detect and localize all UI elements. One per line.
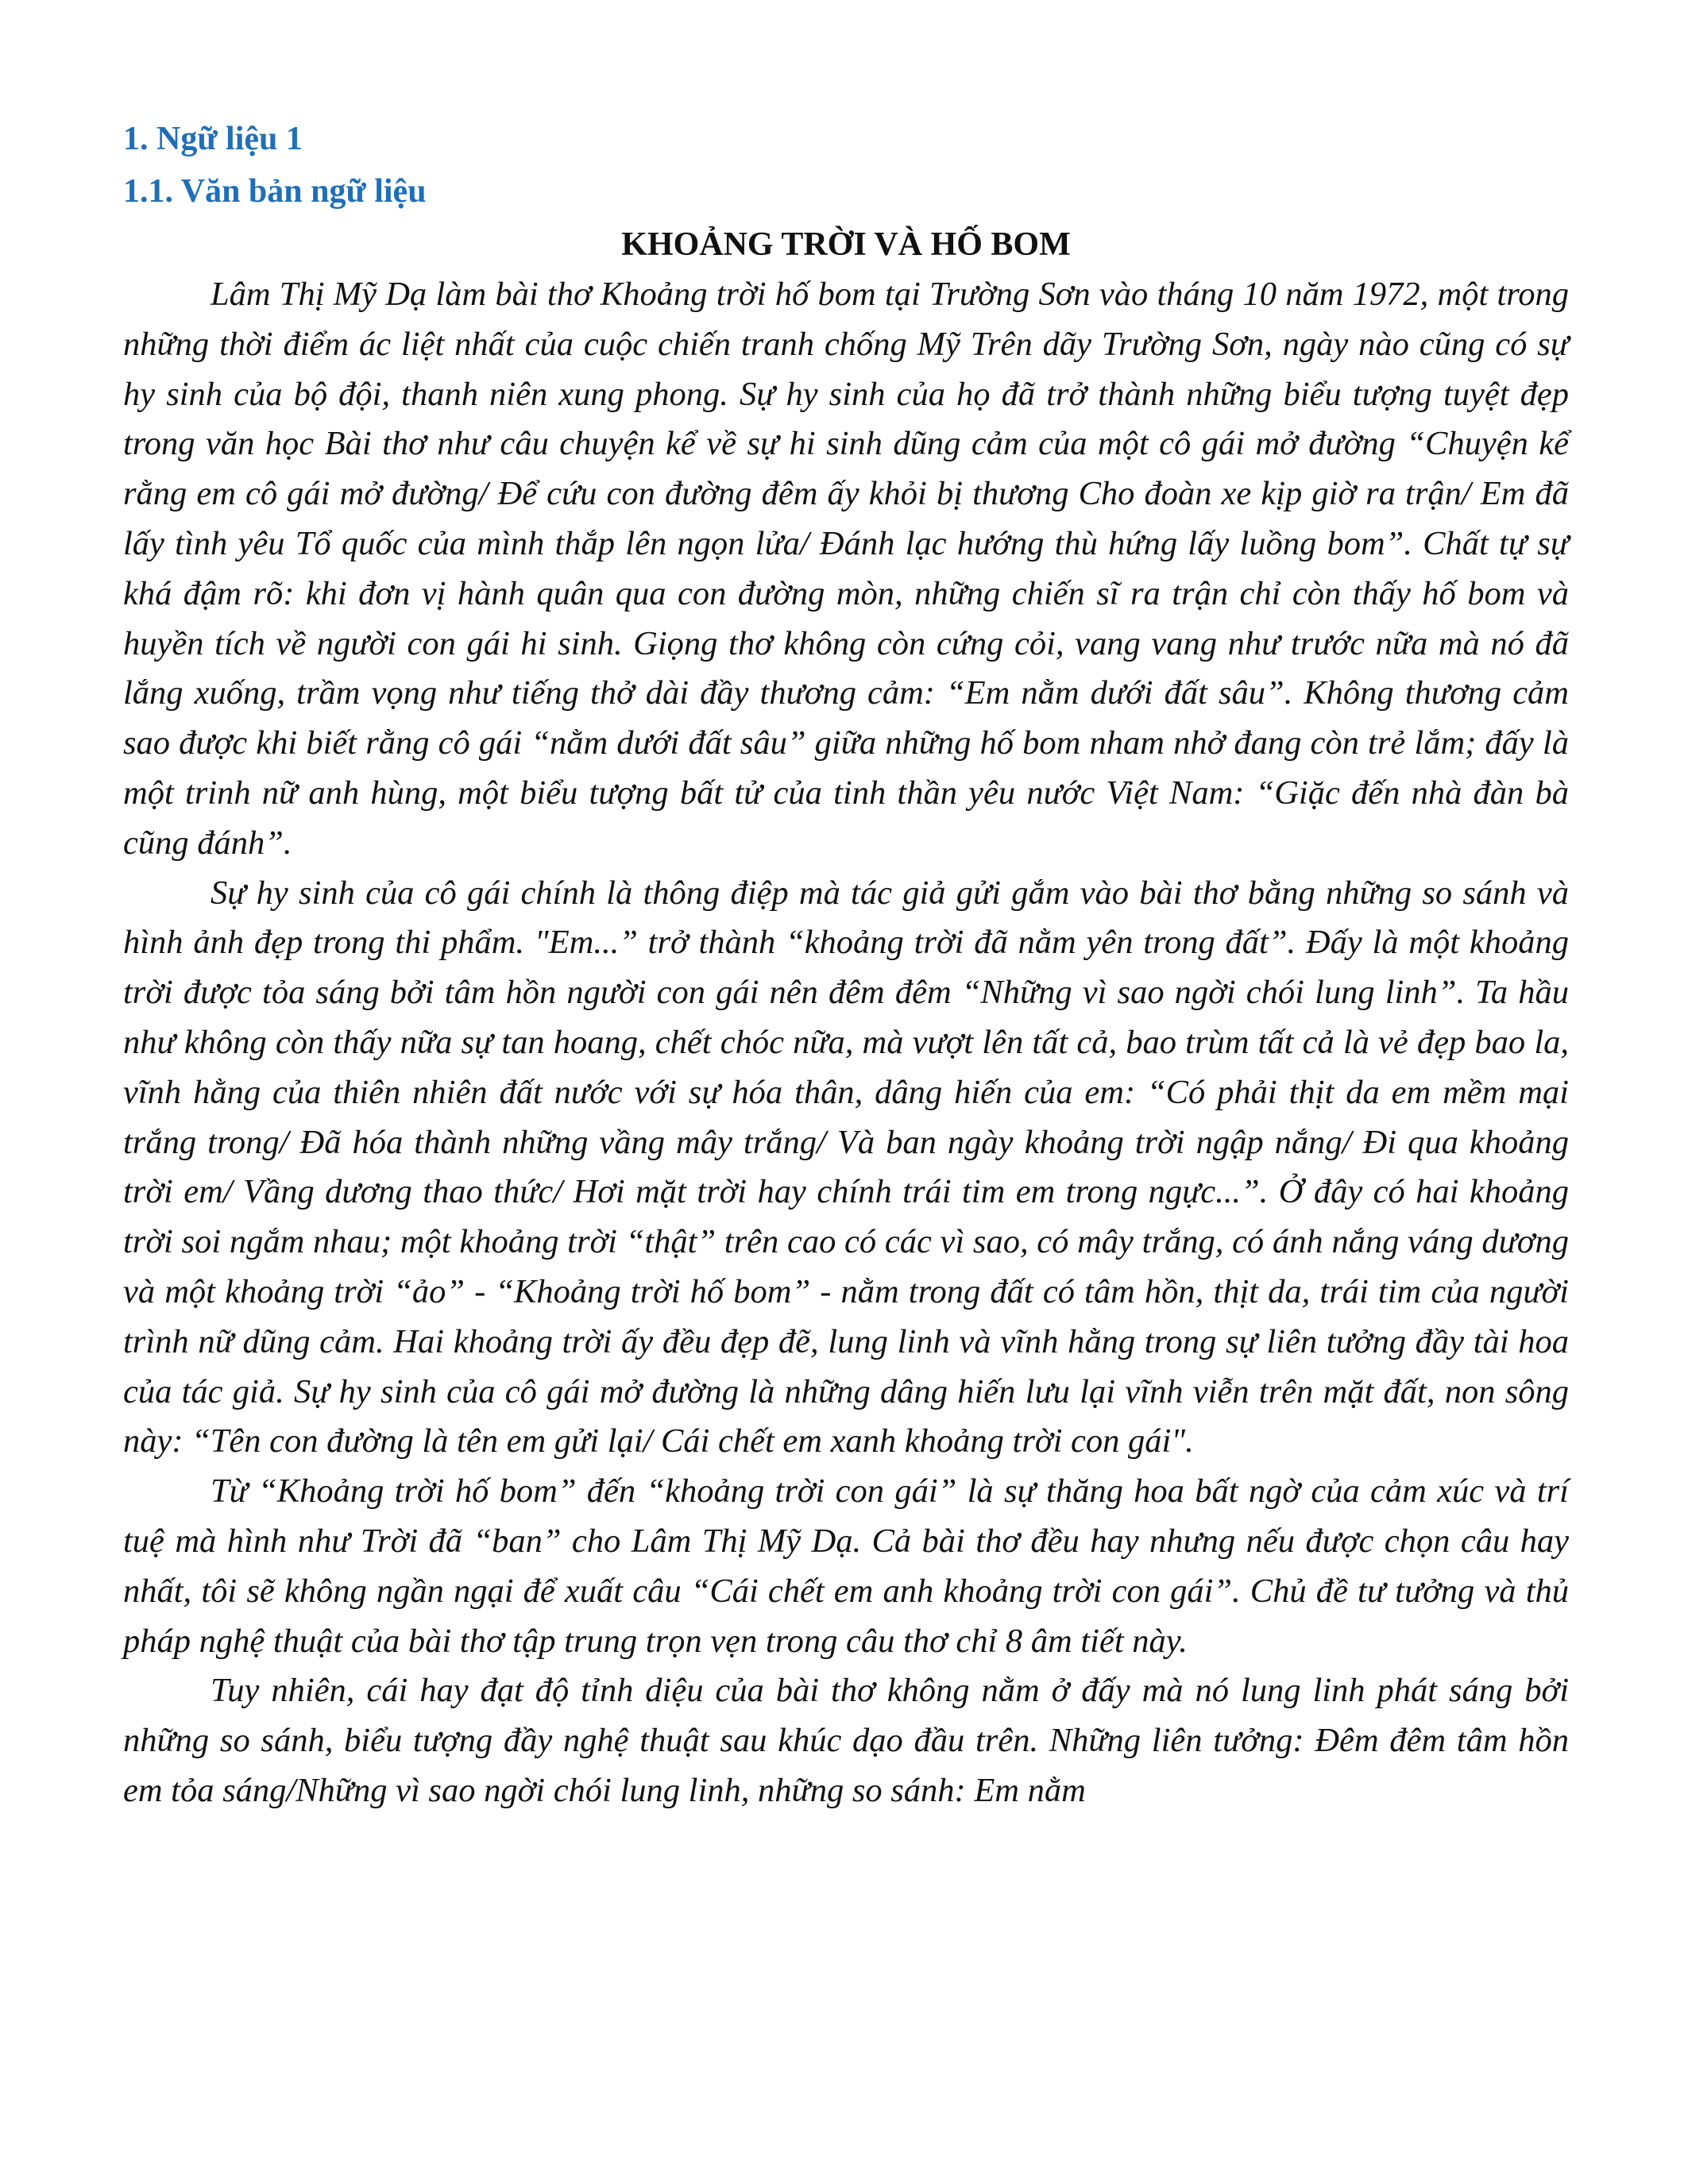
paragraph-2: Sự hy sinh của cô gái chính là thông điệp mà tác giả gửi gắm vào bài thơ bằng những so sánh và hình ảnh đẹp trong thi phẩm. "Em...” trở thành “khoảng trời đã nằm yên trong đất”. Đấy là một khoảng trời được tỏa sáng bởi tâm hồn người con gái nên đêm đêm “Những vì sao ngời chói lung linh”. Ta hầu như không còn thấy nữa sự tan hoang, chết chóc nữa, mà vượt lên tất cả, bao trùm tất cả là vẻ đẹp bao la, vĩnh hằng của thiên nhiên đất nước với sự hóa thân, dâng hiến của em: “Có phải thịt da em mềm mại trắng trong/ Đã hóa thành những vầng mây trắng/ Và ban ngày khoảng trời ngập nắng/ Đi qua khoảng trời em/ Vầng dương thao thức/ Hơi mặt trời hay chính trái tim em trong ngực...”. Ở đây có hai khoảng trời soi ngắm nhau; một khoảng trời “thật” trên cao có các vì sao, có mây trắng, có ánh nắng váng dương và một khoảng trời “ảo” - “Khoảng trời hố bom” - nằm trong đất có tâm hồn, thịt da, trái tim của người trình nữ dũng cảm. Hai khoảng trời ấy đều đẹp đẽ, lung linh và vĩnh hằng trong sự liên tưởng đầy tài hoa của tác giả. Sự hy sinh của cô gái mở đường là những dâng hiến lưu lại vĩnh viễn trên mặt đất, non sông này: “Tên con đường là tên em gửi lại/ Cái chết em xanh khoảng trời con gái". xyxy=(123,874,1569,1461)
document-content xyxy=(123,113,1569,1816)
paragraph-3: Từ “Khoảng trời hố bom” đến “khoảng trời con gái” là sự thăng hoa bất ngờ của cảm xúc và trí tuệ mà hình như Trời đã “ban” cho Lâm Thị Mỹ Dạ. Cả bài thơ đều hay nhưng nếu được chọn câu hay nhất, tôi sẽ không ngần ngại để xuất câu “Cái chết em anh khoảng trời con gái”. Chủ đề tư tưởng và thủ pháp nghệ thuật của bài thơ tập trung trọn vẹn trong câu thơ chỉ 8 âm tiết này. xyxy=(123,1472,1569,1660)
paragraph-4: Tuy nhiên, cái hay đạt độ tỉnh diệu của bài thơ không nằm ở đấy mà nó lung linh phát sáng bởi những so sánh, biểu tượng đầy nghệ thuật sau khúc dạo đầu trên. Những liên tưởng: Đêm đêm tâm hồn em tỏa sáng/Những vì sao ngời chói lung linh, những so sánh: Em nằm xyxy=(123,1672,1569,1809)
section-heading: 1. Ngữ liệu 1 xyxy=(123,121,303,157)
paragraph-1: Lâm Thị Mỹ Dạ làm bài thơ Khoảng trời hố bom tại Trường Sơn vào tháng 10 năm 1972, một trong những thời điểm ác liệt nhất của cuộc chiến tranh chống Mỹ Trên dãy Trường Sơn, ngày nào cũng có sự hy sinh của bộ đội, thanh niên xung phong. Sự hy sinh của họ đã trở thành những biểu tượng tuyệt đẹp trong văn học Bài thơ như câu chuyện kể về sự hi sinh dũng cảm của một cô gái mở đường “Chuyện kể rằng em cô gái mở đường/ Để cứu con đường đêm ấy khỏi bị thương Cho đoàn xe kịp giờ ra trận/ Em đã lấy tình yêu Tổ quốc của mình thắp lên ngọn lửa/ Đánh lạc hướng thù hứng lấy luồng bom”. Chất tự sự khá đậm rõ: khi đơn vị hành quân qua con đường mòn, những chiến sĩ ra trận chỉ còn thấy hố bom và huyền tích về người con gái hi sinh. Giọng thơ không còn cứng cỏi, vang vang như trước nữa mà nó đã lắng xuống, trầm vọng như tiếng thở dài đầy thương cảm: “Em nằm dưới đất sâu”. Không thương cảm sao được khi biết rằng cô gái “nằm dưới đất sâu” giữa những hố bom nham nhở đang còn trẻ lắm; đấy là một trinh nữ anh hùng, một biểu tượng bất tử của tinh thần yêu nước Việt Nam: “Giặc đến nhà đàn bà cũng đánh”. xyxy=(123,276,1569,862)
essay-title: KHOẢNG TRỜI VÀ HỐ BOM xyxy=(621,226,1071,263)
subsection-heading: 1.1. Văn bản ngữ liệu xyxy=(123,173,427,210)
